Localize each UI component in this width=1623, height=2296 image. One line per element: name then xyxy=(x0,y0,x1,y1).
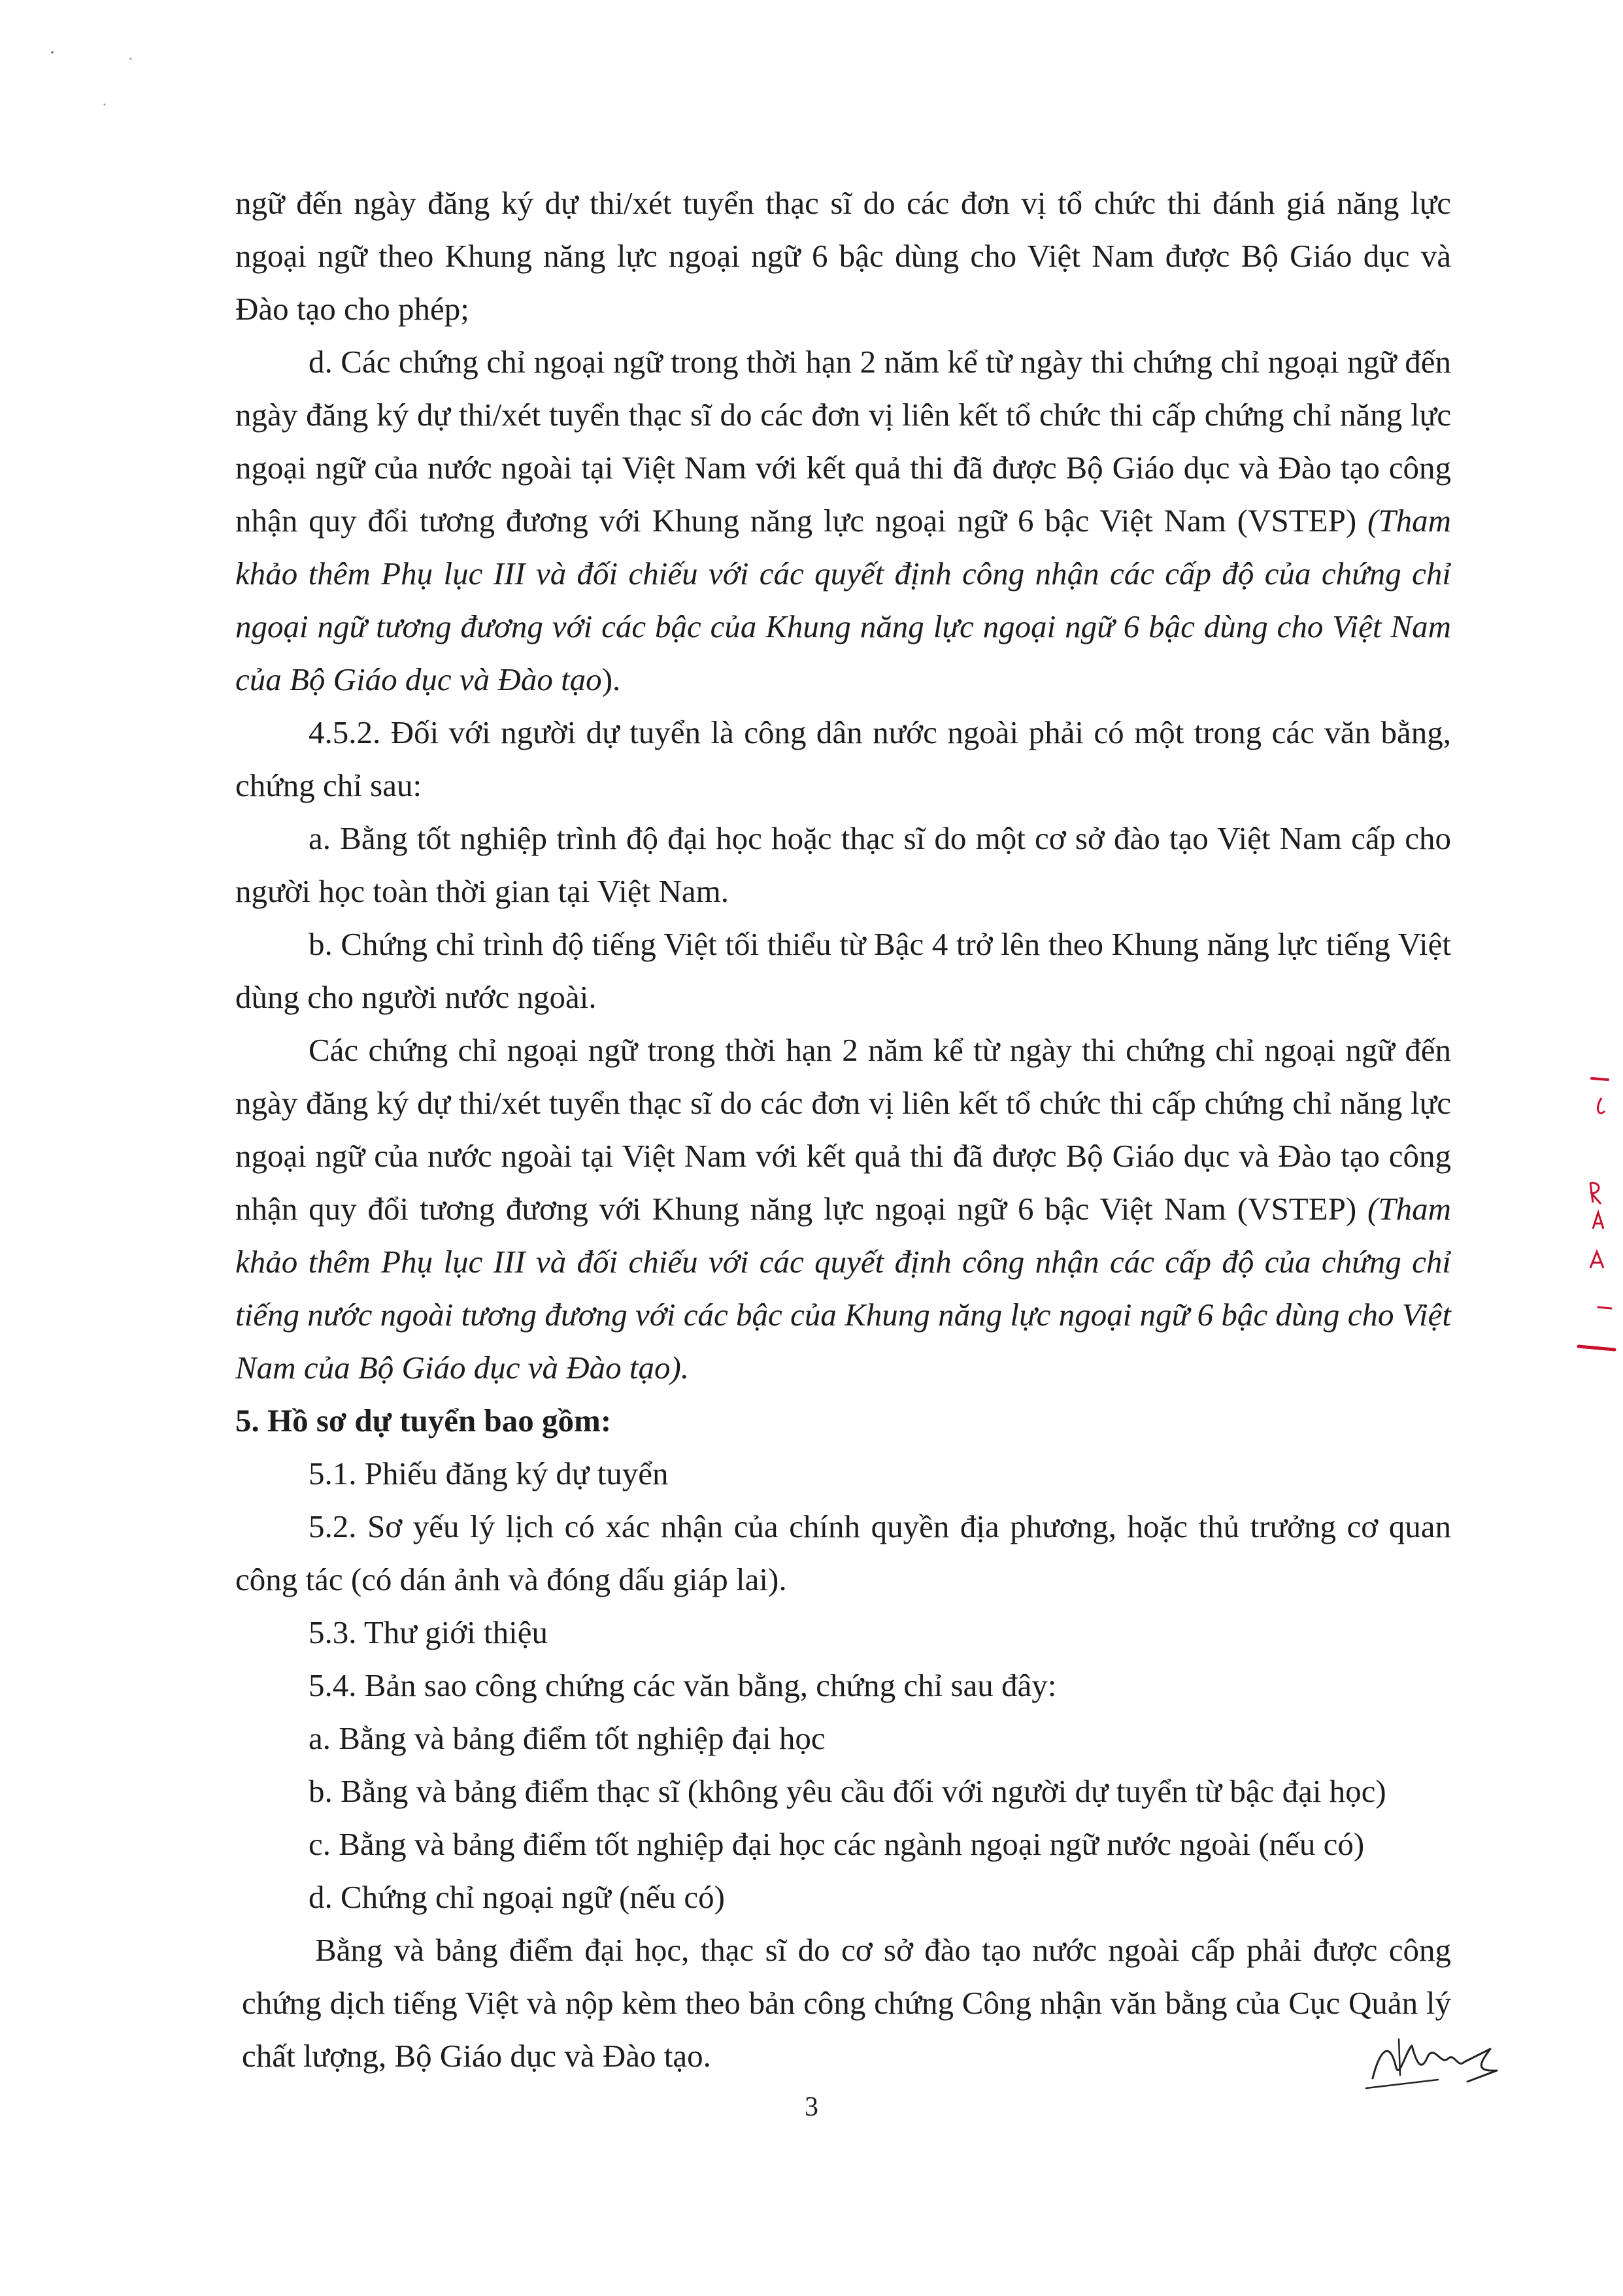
paragraph-4-5-2: 4.5.2. Đối với người dự tuyển là công dân nước ngoài phải có một trong các văn bằng, chứng chỉ sau: xyxy=(235,714,1451,803)
list-item-5-3: 5.3. Thư giới thiệu xyxy=(309,1614,548,1650)
handwritten-signature xyxy=(1360,2026,1510,2098)
list-item-5-1: 5.1. Phiếu đăng ký dự tuyển xyxy=(309,1456,669,1491)
document-body xyxy=(235,176,1451,2082)
paragraph-item-a-foreign: a. Bằng tốt nghiệp trình độ đại học hoặc thạc sĩ do một cơ sở đào tạo Việt Nam cấp cho người học toàn thời gian tại Việt Nam. xyxy=(235,820,1451,909)
paragraph-certificates xyxy=(235,1023,1451,1394)
paragraph-certificates-note: (Tham khảo thêm Phụ lục III và đối chiếu với các quyết định công nhận các cấp độ của chứng chỉ tiếng nước ngoài tương đương với các bậc của Khung năng lực ngoại ngữ 6 bậc dùng cho Việt Nam của Bộ Giáo dục và Đào tạo). xyxy=(235,1191,1451,1386)
paragraph-item-d xyxy=(235,335,1451,706)
paragraph-item-d-text: d. Các chứng chỉ ngoại ngữ trong thời hạn 2 năm kể từ ngày thi chứng chỉ ngoại ngữ đến ngày đăng ký dự thi/xét tuyển thạc sĩ do các đơn vị liên kết tổ chức thi cấp chứng chỉ năng lực ngoại ngữ của nước ngoài tại Việt Nam với kết quả thi đã được Bộ Giáo dục và Đào tạo công nhận quy đổi tương đương với Khung năng lực ngoại ngữ 6 bậc Việt Nam (VSTEP) xyxy=(235,344,1451,539)
list-item-a: a. Bằng và bảng điểm tốt nghiệp đại học xyxy=(309,1720,826,1756)
list-item-c: c. Bằng và bảng điểm tốt nghiệp đại học các ngành ngoại ngữ nước ngoài (nếu có) xyxy=(309,1826,1365,1862)
closing-paragraph: Bằng và bảng điểm đại học, thạc sĩ do cơ sở đào tạo nước ngoài cấp phải được công chứng dịch tiếng Việt và nộp kèm theo bản công chứng Công nhận văn bằng của Cục Quản lý chất lượng, Bộ Giáo dục và Đào tạo. xyxy=(242,1932,1451,2074)
section-heading-5: 5. Hồ sơ dự tuyển bao gồm: xyxy=(235,1403,612,1439)
paragraph-item-d-note: (Tham khảo thêm Phụ lục III và đối chiếu với các quyết định công nhận các cấp độ của chứng chỉ ngoại ngữ tương đương với các bậc của Khung năng lực ngoại ngữ 6 bậc dùng cho Việt Nam của Bộ Giáo dục và Đào tạo xyxy=(235,503,1451,697)
list-item-d: d. Chứng chỉ ngoại ngữ (nếu có) xyxy=(309,1879,725,1915)
list-item-5-2: 5.2. Sơ yếu lý lịch có xác nhận của chính quyền địa phương, hoặc thủ trưởng cơ quan công tác (có dán ảnh và đóng dấu giáp lai). xyxy=(235,1508,1451,1597)
paragraph-continuation: ngữ đến ngày đăng ký dự thi/xét tuyển thạc sĩ do các đơn vị tổ chức thi đánh giá năng lực ngoại ngữ theo Khung năng lực ngoại ngữ 6 bậc dùng cho Việt Nam được Bộ Giáo dục và Đào tạo cho phép; xyxy=(235,185,1451,327)
page-number: 3 xyxy=(805,2092,818,2122)
paragraph-item-b-foreign: b. Chứng chỉ trình độ tiếng Việt tối thiểu từ Bậc 4 trở lên theo Khung năng lực tiếng Việt dùng cho người nước ngoài. xyxy=(235,926,1451,1015)
paragraph-certificates-text: Các chứng chỉ ngoại ngữ trong thời hạn 2 năm kể từ ngày thi chứng chỉ ngoại ngữ đến ngày đăng ký dự thi/xét tuyển thạc sĩ do các đơn vị liên kết tổ chức thi cấp chứng chỉ năng lực ngoại ngữ của nước ngoài tại Việt Nam với kết quả thi đã được Bộ Giáo dục và Đào tạo công nhận quy đổi tương đương với Khung năng lực ngoại ngữ 6 bậc Việt Nam (VSTEP) xyxy=(235,1032,1451,1227)
list-item-b: b. Bằng và bảng điểm thạc sĩ (không yêu cầu đối với người dự tuyển từ bậc đại học) xyxy=(309,1773,1386,1809)
list-item-5-4: 5.4. Bản sao công chứng các văn bằng, chứng chỉ sau đây: xyxy=(309,1667,1057,1703)
scan-specks xyxy=(39,33,170,131)
paragraph-item-d-end: ). xyxy=(601,661,621,697)
red-seal-fragment xyxy=(1572,1072,1618,1373)
